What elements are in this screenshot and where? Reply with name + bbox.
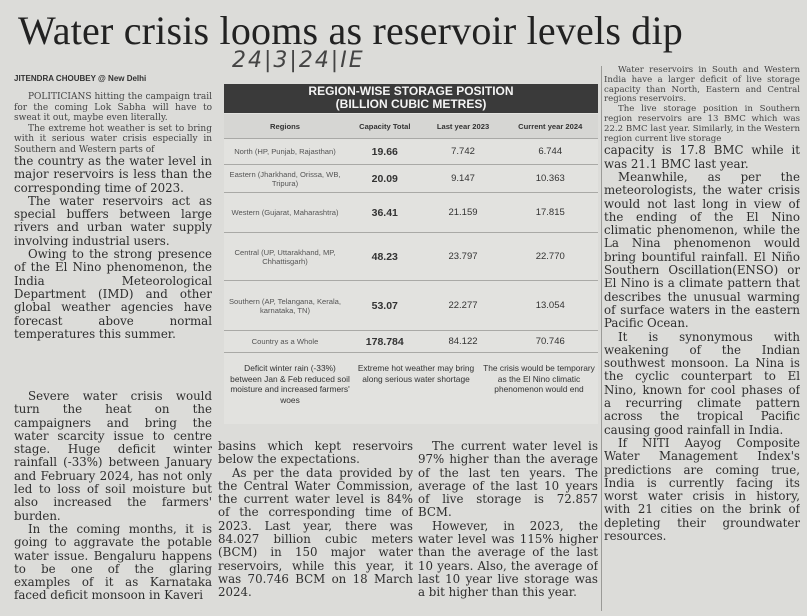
region-cell: North (HP, Punjab, Rajasthan) [224,139,346,165]
region-cell: Eastern (Jharkhand, Orissa, WB, Tripura) [224,165,346,193]
last-year-cell: 84.122 [424,331,503,353]
article-column-1 [14,92,212,390]
body-paragraph: However, in 2023, the water level was 115% higher than the average of the last 10 years. Also, the average of last 10 year live storage was a bit higher than this year. [418,518,598,600]
article-column-2 [14,390,212,610]
last-year-cell: 7.742 [424,139,503,165]
current-cell: 70.746 [502,331,598,353]
note-winter-rain: Deficit winter rain (-33%) between Jan & Feb reduced soil moisture and increased farmers' woes [230,363,350,405]
body-paragraph: Owing to the strong presence of the El Nino phenomenon, the India Meteorological Department (IMD) and other global weather agencies have forecast above normal temperatures this summer. [14,247,212,341]
note-el-nino: The crisis would be temporary as the El Nino climatic phenomenon would end [483,363,595,394]
region-cell: Central (UP, Uttarakhand, MP, Chhattisgarh) [224,233,346,281]
region-cell: Southern (AP, Telangana, Kerala, karnataka, TN) [224,281,346,331]
lead-paragraph: The extreme hot weather is set to bring with it serious water crisis especially in Southern and Western parts of [14,123,212,155]
header-current-year: Current year 2024 [502,114,598,139]
byline: JITENDRA CHOUBEY @ New Delhi [14,74,147,83]
lead-paragraph: The live storage position in Southern region reservoirs are 13 BMC which was 22.2 BMC last year. Similarly, in the Western region current live storage [604,104,800,144]
capacity-cell: 48.23 [346,233,424,281]
body-paragraph: As per the data provided by the Central Water Commission, the current water level is 84% of the corresponding time of 2023. Last year, there was 84.027 billion cubic meters (BCM) in 150 major water reservoirs, while this year, it was 70.746 BCM on 18 March 2024. [218,465,413,600]
body-paragraph: Meanwhile, as per the meteorologists, the water crisis would not last long in view of the ending of the El Nino climatic phenomenon, while the La Nina phenomenon would bring bountiful rainfall. El Niño Southern Oscillation(ENSO) or El Nino is a climate pattern that describes the unusual warming of surface waters in the eastern Pacific Ocean. [604,169,800,331]
current-cell: 13.054 [502,281,598,331]
last-year-cell: 21.159 [424,193,503,233]
region-cell: Western (Gujarat, Maharashtra) [224,193,346,233]
last-year-cell: 9.147 [424,165,503,193]
body-paragraph: In the coming months, it is going to aggravate the potable water issue. Bengaluru happens to be one of the glaring examples of it as Karnataka faced deficit monsoon in Kaveri [14,521,212,603]
current-cell: 22.770 [502,233,598,281]
table-row [224,233,598,281]
capacity-cell: 19.66 [346,139,424,165]
body-paragraph: It is synonymous with weakening of the Indian southwest monsoon. La Nina is the cyclic counterpart to El Nino, known for cool phases of a recurring climate pattern across the tropical Pacific causing good rainfall in India. [604,329,800,437]
body-paragraph: If NITI Aayog Composite Water Management Index's predictions are coming true, India is currently facing its worst water crisis in history, with 21 cities on the brink of depleting their groundwater resources. [604,435,800,543]
table-row-total [224,331,598,353]
table-row [224,139,598,165]
body-paragraph: the country as the water level in major reservoirs is less than the corresponding time of 2023. [14,154,212,195]
table-title-line-2: (BILLION CUBIC METRES) [335,97,487,111]
last-year-cell: 23.797 [424,233,503,281]
storage-table [224,114,598,353]
table-header-row [224,114,598,139]
note-hot-weather: Extreme hot weather may bring along serious water shortage [357,363,475,384]
header-last-year: Last year 2023 [424,114,503,139]
current-cell: 6.744 [502,139,598,165]
header-regions: Regions [224,114,346,139]
lead-paragraph: POLITICIANS hitting the campaign trail for the coming Lok Sabha will have to sweat it out, maybe even literally. [14,92,212,123]
table-notes [228,363,598,419]
table-row [224,281,598,331]
body-paragraph: The current water level is 97% higher than the average of the last ten years. The average of the last 10 years of live storage is 72.857 BCM. [418,440,598,520]
column-divider [601,66,602,611]
current-cell: 10.363 [502,165,598,193]
body-paragraph: The water reservoirs act as special buffers between large rivers and urban water supply involving industrial users. [14,193,212,248]
capacity-cell: 53.07 [346,281,424,331]
capacity-cell: 20.09 [346,165,424,193]
headline: Water crisis looms as reservoir levels dip [18,8,684,53]
article-column-5 [604,66,800,611]
handwritten-date: 24|3|24|IE [232,48,365,73]
current-cell: 17.815 [502,193,598,233]
table-title-line-1: REGION-WISE STORAGE POSITION [308,84,514,98]
article-column-4 [418,440,598,610]
capacity-cell: 178.784 [346,331,424,353]
body-paragraph: Severe water crisis would turn the heat on the campaigners and bring the water scarcity issue to centre stage. Huge deficit winter rainfall (-33%) between January and February 2024, has not only led to loss of soil moisture but also increased the farmers' burden. [14,390,212,523]
article-column-3 [218,440,413,610]
capacity-cell: 36.41 [346,193,424,233]
body-paragraph: basins which kept reservoirs below the expectations. [218,440,413,467]
lead-paragraph: Water reservoirs in South and Western India have a larger deficit of live storage capacity than North, Eastern and Central regions reservoirs. [604,66,800,105]
last-year-cell: 22.277 [424,281,503,331]
table-row [224,193,598,233]
table-row [224,165,598,193]
region-cell: Country as a Whole [224,331,346,353]
body-paragraph: capacity is 17.8 BMC while it was 21.1 BMC last year. [604,143,800,171]
table-title [224,84,598,113]
header-capacity: Capacity Total [346,114,424,139]
